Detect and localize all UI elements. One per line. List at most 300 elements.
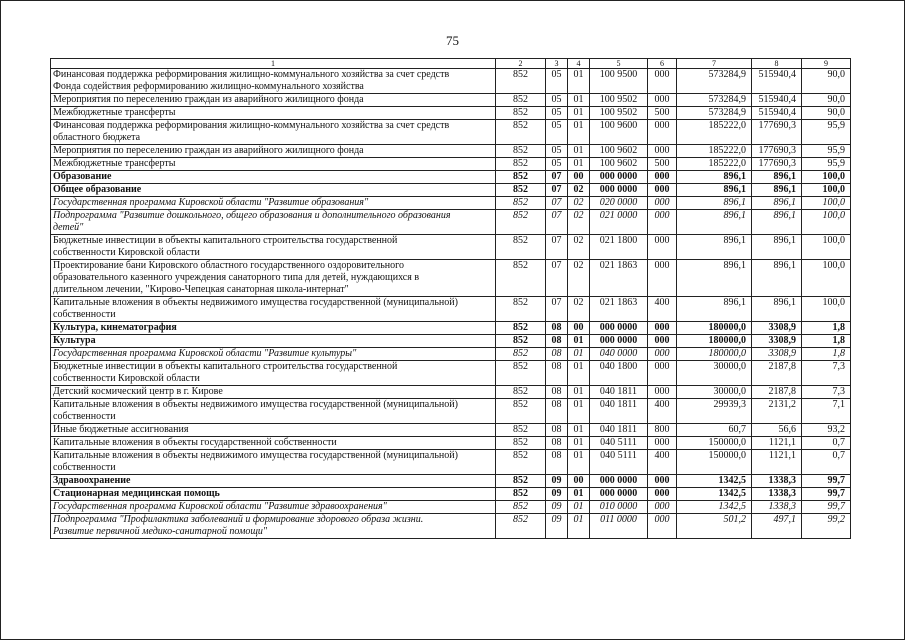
planned-amount-cell: 180000,0	[677, 348, 752, 361]
section-code-cell: 07	[546, 235, 568, 260]
item-name-cell	[51, 399, 496, 424]
item-name-line: образовательного казенного учреждения санаторного типа для детей, нуждающихся в	[53, 272, 420, 283]
target-article-cell: 021 0000	[590, 210, 648, 235]
table-row	[51, 260, 851, 297]
ministry-code-cell: 852	[496, 94, 546, 107]
expense-type-cell: 400	[648, 399, 677, 424]
ministry-code-cell: 852	[496, 171, 546, 184]
table-row	[51, 158, 851, 171]
column-number: 2	[496, 59, 546, 69]
ministry-code-cell: 852	[496, 386, 546, 399]
execution-percent-cell: 1,8	[802, 335, 851, 348]
ministry-code-cell: 852	[496, 107, 546, 120]
item-name-cell	[51, 120, 496, 145]
item-name-cell	[51, 437, 496, 450]
executed-amount-cell: 1121,1	[752, 437, 802, 450]
table-row	[51, 488, 851, 501]
expense-type-cell: 400	[648, 297, 677, 322]
expense-type-cell: 000	[648, 120, 677, 145]
item-name-cell	[51, 501, 496, 514]
executed-amount-cell: 1121,1	[752, 450, 802, 475]
expense-type-cell: 000	[648, 235, 677, 260]
item-name-cell	[51, 297, 496, 322]
ministry-code-cell: 852	[496, 424, 546, 437]
expense-type-cell: 000	[648, 210, 677, 235]
executed-amount-cell: 1338,3	[752, 475, 802, 488]
item-name-cell	[51, 335, 496, 348]
executed-amount-cell: 177690,3	[752, 145, 802, 158]
executed-amount-cell: 1338,3	[752, 501, 802, 514]
planned-amount-cell: 573284,9	[677, 94, 752, 107]
ministry-code-cell: 852	[496, 399, 546, 424]
execution-percent-cell: 1,8	[802, 322, 851, 335]
planned-amount-cell: 501,2	[677, 514, 752, 539]
target-article-cell: 000 0000	[590, 335, 648, 348]
execution-percent-cell: 7,3	[802, 386, 851, 399]
item-name-line: Подпрограмма "Развитие дошкольного, общего образования и дополнительного образования	[53, 210, 451, 221]
expense-type-cell: 500	[648, 158, 677, 171]
item-name-line: Капитальные вложения в объекты государственной собственности	[53, 437, 337, 448]
subsection-code-cell: 00	[568, 322, 590, 335]
table-row	[51, 171, 851, 184]
executed-amount-cell: 2131,2	[752, 399, 802, 424]
subsection-code-cell: 01	[568, 158, 590, 171]
item-name-line: Развитие первичной медико-санитарной помощи"	[53, 526, 268, 537]
subsection-code-cell: 02	[568, 297, 590, 322]
section-code-cell: 08	[546, 335, 568, 348]
planned-amount-cell: 185222,0	[677, 145, 752, 158]
expense-type-cell: 000	[648, 361, 677, 386]
execution-percent-cell: 100,0	[802, 235, 851, 260]
target-article-cell: 100 9502	[590, 107, 648, 120]
execution-percent-cell: 100,0	[802, 184, 851, 197]
table-row	[51, 120, 851, 145]
planned-amount-cell: 896,1	[677, 210, 752, 235]
ministry-code-cell: 852	[496, 501, 546, 514]
item-name-line: Детский космический центр в г. Кирове	[53, 386, 223, 397]
execution-percent-cell: 99,7	[802, 501, 851, 514]
table-row	[51, 361, 851, 386]
column-number: 1	[51, 59, 496, 69]
planned-amount-cell: 185222,0	[677, 120, 752, 145]
execution-percent-cell: 95,9	[802, 158, 851, 171]
table-row	[51, 475, 851, 488]
subsection-code-cell: 01	[568, 69, 590, 94]
executed-amount-cell: 515940,4	[752, 107, 802, 120]
expense-type-cell: 000	[648, 475, 677, 488]
executed-amount-cell: 177690,3	[752, 158, 802, 171]
expense-type-cell: 000	[648, 171, 677, 184]
section-code-cell: 05	[546, 120, 568, 145]
item-name-line: Государственная программа Кировской области "Развитие здравоохранения"	[53, 501, 387, 512]
target-article-cell: 040 0000	[590, 348, 648, 361]
item-name-cell	[51, 348, 496, 361]
execution-percent-cell: 99,2	[802, 514, 851, 539]
planned-amount-cell: 896,1	[677, 297, 752, 322]
executed-amount-cell: 56,6	[752, 424, 802, 437]
target-article-cell: 020 0000	[590, 197, 648, 210]
subsection-code-cell: 00	[568, 475, 590, 488]
item-name-cell	[51, 386, 496, 399]
subsection-code-cell: 01	[568, 399, 590, 424]
execution-percent-cell: 7,1	[802, 399, 851, 424]
column-number: 9	[802, 59, 851, 69]
execution-percent-cell: 100,0	[802, 210, 851, 235]
executed-amount-cell: 3308,9	[752, 348, 802, 361]
expense-type-cell: 000	[648, 94, 677, 107]
execution-percent-cell: 1,8	[802, 348, 851, 361]
item-name-line: Подпрограмма "Профилактика заболеваний и формирование здорового образа жизни.	[53, 514, 424, 525]
target-article-cell: 040 1811	[590, 424, 648, 437]
target-article-cell: 040 1811	[590, 399, 648, 424]
expense-type-cell: 000	[648, 488, 677, 501]
item-name-line: детей"	[53, 222, 84, 233]
planned-amount-cell: 896,1	[677, 171, 752, 184]
executed-amount-cell: 515940,4	[752, 69, 802, 94]
planned-amount-cell: 573284,9	[677, 107, 752, 120]
item-name-line: областного бюджета	[53, 132, 141, 143]
section-code-cell: 09	[546, 514, 568, 539]
planned-amount-cell: 896,1	[677, 184, 752, 197]
section-code-cell: 05	[546, 107, 568, 120]
executed-amount-cell: 896,1	[752, 197, 802, 210]
executed-amount-cell: 896,1	[752, 210, 802, 235]
item-name-cell	[51, 107, 496, 120]
target-article-cell: 040 1811	[590, 386, 648, 399]
expense-type-cell: 000	[648, 184, 677, 197]
executed-amount-cell: 896,1	[752, 171, 802, 184]
subsection-code-cell: 01	[568, 501, 590, 514]
target-article-cell: 010 0000	[590, 501, 648, 514]
expense-type-cell: 000	[648, 322, 677, 335]
subsection-code-cell: 01	[568, 348, 590, 361]
execution-percent-cell: 100,0	[802, 260, 851, 297]
execution-percent-cell: 100,0	[802, 171, 851, 184]
item-name-line: Межбюджетные трансферты	[53, 107, 176, 118]
planned-amount-cell: 60,7	[677, 424, 752, 437]
table-row	[51, 450, 851, 475]
ministry-code-cell: 852	[496, 197, 546, 210]
expense-type-cell: 000	[648, 386, 677, 399]
item-name-cell	[51, 322, 496, 335]
expense-type-cell: 000	[648, 335, 677, 348]
table-row	[51, 69, 851, 94]
item-name-cell	[51, 158, 496, 171]
ministry-code-cell: 852	[496, 348, 546, 361]
planned-amount-cell: 29939,3	[677, 399, 752, 424]
target-article-cell: 000 0000	[590, 184, 648, 197]
ministry-code-cell: 852	[496, 437, 546, 450]
planned-amount-cell: 150000,0	[677, 437, 752, 450]
section-code-cell: 08	[546, 399, 568, 424]
ministry-code-cell: 852	[496, 488, 546, 501]
executed-amount-cell: 2187,8	[752, 386, 802, 399]
item-name-cell	[51, 197, 496, 210]
section-code-cell: 05	[546, 158, 568, 171]
target-article-cell: 100 9602	[590, 145, 648, 158]
item-name-line: Фонда содействия реформированию жилищно-коммунального хозяйства	[53, 81, 364, 92]
column-number: 3	[546, 59, 568, 69]
item-name-cell	[51, 450, 496, 475]
section-code-cell: 05	[546, 145, 568, 158]
item-name-line: собственности	[53, 411, 116, 422]
item-name-cell	[51, 424, 496, 437]
target-article-cell: 000 0000	[590, 488, 648, 501]
table-row	[51, 501, 851, 514]
expense-type-cell: 000	[648, 197, 677, 210]
item-name-line: собственности	[53, 462, 116, 473]
table-row	[51, 297, 851, 322]
section-code-cell: 07	[546, 171, 568, 184]
table-row	[51, 437, 851, 450]
section-code-cell: 09	[546, 488, 568, 501]
target-article-cell: 021 1863	[590, 297, 648, 322]
ministry-code-cell: 852	[496, 514, 546, 539]
item-name-line: Проектирование бани Кировского областного государственного оздоровительного	[53, 260, 405, 271]
item-name-line: собственности	[53, 309, 116, 320]
item-name-line: Финансовая поддержка реформирования жилищно-коммунального хозяйства за счет средств	[53, 69, 450, 80]
execution-percent-cell: 99,7	[802, 488, 851, 501]
item-name-line: Государственная программа Кировской области "Развитие образования"	[53, 197, 369, 208]
executed-amount-cell: 497,1	[752, 514, 802, 539]
table-row	[51, 399, 851, 424]
item-name-cell	[51, 184, 496, 197]
ministry-code-cell: 852	[496, 322, 546, 335]
subsection-code-cell: 01	[568, 424, 590, 437]
executed-amount-cell: 896,1	[752, 184, 802, 197]
item-name-cell	[51, 94, 496, 107]
target-article-cell: 040 5111	[590, 450, 648, 475]
planned-amount-cell: 896,1	[677, 260, 752, 297]
ministry-code-cell: 852	[496, 475, 546, 488]
planned-amount-cell: 896,1	[677, 197, 752, 210]
column-number: 4	[568, 59, 590, 69]
page-number: 75	[446, 33, 459, 48]
executed-amount-cell: 3308,9	[752, 322, 802, 335]
table-row	[51, 184, 851, 197]
executed-amount-cell: 2187,8	[752, 361, 802, 386]
item-name-cell	[51, 475, 496, 488]
item-name-line: Капитальные вложения в объекты недвижимого имущества государственной (муниципальной)	[53, 399, 458, 410]
planned-amount-cell: 30000,0	[677, 386, 752, 399]
target-article-cell: 040 5111	[590, 437, 648, 450]
section-code-cell: 09	[546, 501, 568, 514]
expense-type-cell: 000	[648, 69, 677, 94]
execution-percent-cell: 95,9	[802, 120, 851, 145]
section-code-cell: 08	[546, 437, 568, 450]
ministry-code-cell: 852	[496, 184, 546, 197]
planned-amount-cell: 185222,0	[677, 158, 752, 171]
table-row	[51, 197, 851, 210]
subsection-code-cell: 01	[568, 386, 590, 399]
execution-percent-cell: 90,0	[802, 107, 851, 120]
section-code-cell: 07	[546, 197, 568, 210]
ministry-code-cell: 852	[496, 210, 546, 235]
planned-amount-cell: 896,1	[677, 235, 752, 260]
planned-amount-cell: 1342,5	[677, 488, 752, 501]
section-code-cell: 08	[546, 348, 568, 361]
table-row	[51, 210, 851, 235]
target-article-cell: 000 0000	[590, 171, 648, 184]
subsection-code-cell: 02	[568, 184, 590, 197]
execution-percent-cell: 100,0	[802, 297, 851, 322]
subsection-code-cell: 02	[568, 197, 590, 210]
item-name-line: Капитальные вложения в объекты недвижимого имущества государственной (муниципальной)	[53, 297, 458, 308]
expense-type-cell: 000	[648, 145, 677, 158]
item-name-line: Стационарная медицинская помощь	[53, 488, 220, 499]
target-article-cell: 040 1800	[590, 361, 648, 386]
executed-amount-cell: 515940,4	[752, 94, 802, 107]
budget-table	[50, 58, 851, 539]
table-row	[51, 235, 851, 260]
item-name-cell	[51, 235, 496, 260]
target-article-cell: 100 9600	[590, 120, 648, 145]
expense-type-cell: 000	[648, 348, 677, 361]
target-article-cell: 000 0000	[590, 322, 648, 335]
section-code-cell: 08	[546, 450, 568, 475]
table-row	[51, 322, 851, 335]
item-name-line: Финансовая поддержка реформирования жилищно-коммунального хозяйства за счет средств	[53, 120, 450, 131]
column-number: 6	[648, 59, 677, 69]
expense-type-cell: 400	[648, 450, 677, 475]
planned-amount-cell: 150000,0	[677, 450, 752, 475]
execution-percent-cell: 7,3	[802, 361, 851, 386]
ministry-code-cell: 852	[496, 158, 546, 171]
executed-amount-cell: 896,1	[752, 260, 802, 297]
section-code-cell: 05	[546, 94, 568, 107]
ministry-code-cell: 852	[496, 297, 546, 322]
planned-amount-cell: 1342,5	[677, 501, 752, 514]
item-name-cell	[51, 488, 496, 501]
column-number: 7	[677, 59, 752, 69]
item-name-line: Общее образование	[53, 184, 142, 195]
subsection-code-cell: 00	[568, 171, 590, 184]
executed-amount-cell: 177690,3	[752, 120, 802, 145]
target-article-cell: 100 9502	[590, 94, 648, 107]
column-number: 8	[752, 59, 802, 69]
section-code-cell: 05	[546, 69, 568, 94]
table-row	[51, 386, 851, 399]
expense-type-cell: 000	[648, 437, 677, 450]
item-name-cell	[51, 145, 496, 158]
subsection-code-cell: 01	[568, 145, 590, 158]
expense-type-cell: 000	[648, 260, 677, 297]
section-code-cell: 07	[546, 297, 568, 322]
subsection-code-cell: 01	[568, 120, 590, 145]
section-code-cell: 08	[546, 424, 568, 437]
item-name-line: Мероприятия по переселению граждан из аварийного жилищного фонда	[53, 94, 364, 105]
ministry-code-cell: 852	[496, 69, 546, 94]
item-name-line: Бюджетные инвестиции в объекты капитального строительства государственной	[53, 235, 398, 246]
item-name-cell	[51, 260, 496, 297]
planned-amount-cell: 1342,5	[677, 475, 752, 488]
item-name-cell	[51, 514, 496, 539]
ministry-code-cell: 852	[496, 145, 546, 158]
planned-amount-cell: 30000,0	[677, 361, 752, 386]
subsection-code-cell: 02	[568, 235, 590, 260]
item-name-line: Государственная программа Кировской области "Развитие культуры"	[53, 348, 357, 359]
ministry-code-cell: 852	[496, 235, 546, 260]
execution-percent-cell: 90,0	[802, 94, 851, 107]
planned-amount-cell: 180000,0	[677, 335, 752, 348]
item-name-line: Межбюджетные трансферты	[53, 158, 176, 169]
expense-type-cell: 000	[648, 514, 677, 539]
item-name-line: Здравоохранение	[53, 475, 131, 486]
execution-percent-cell: 0,7	[802, 450, 851, 475]
ministry-code-cell: 852	[496, 260, 546, 297]
executed-amount-cell: 896,1	[752, 297, 802, 322]
execution-percent-cell: 90,0	[802, 69, 851, 94]
subsection-code-cell: 01	[568, 94, 590, 107]
column-number: 5	[590, 59, 648, 69]
subsection-code-cell: 01	[568, 107, 590, 120]
target-article-cell: 100 9500	[590, 69, 648, 94]
executed-amount-cell: 1338,3	[752, 488, 802, 501]
table-row	[51, 514, 851, 539]
target-article-cell: 021 1863	[590, 260, 648, 297]
item-name-line: Мероприятия по переселению граждан из аварийного жилищного фонда	[53, 145, 364, 156]
section-code-cell: 07	[546, 260, 568, 297]
subsection-code-cell: 01	[568, 335, 590, 348]
executed-amount-cell: 896,1	[752, 235, 802, 260]
expense-type-cell: 000	[648, 501, 677, 514]
target-article-cell: 100 9602	[590, 158, 648, 171]
planned-amount-cell: 180000,0	[677, 322, 752, 335]
table-row	[51, 94, 851, 107]
item-name-line: собственности Кировской области	[53, 373, 200, 384]
ministry-code-cell: 852	[496, 450, 546, 475]
table-row	[51, 348, 851, 361]
item-name-line: Иные бюджетные ассигнования	[53, 424, 189, 435]
execution-percent-cell: 0,7	[802, 437, 851, 450]
execution-percent-cell: 95,9	[802, 145, 851, 158]
table-row	[51, 424, 851, 437]
section-code-cell: 07	[546, 184, 568, 197]
target-article-cell: 021 1800	[590, 235, 648, 260]
subsection-code-cell: 02	[568, 260, 590, 297]
executed-amount-cell: 3308,9	[752, 335, 802, 348]
item-name-line: длительном лечении, "Кирово-Чепецкая санаторная школа-интернат"	[53, 284, 349, 295]
execution-percent-cell: 93,2	[802, 424, 851, 437]
section-code-cell: 08	[546, 322, 568, 335]
subsection-code-cell: 01	[568, 488, 590, 501]
item-name-cell	[51, 210, 496, 235]
section-code-cell: 09	[546, 475, 568, 488]
section-code-cell: 07	[546, 210, 568, 235]
table-row	[51, 145, 851, 158]
item-name-line: Образование	[53, 171, 112, 182]
target-article-cell: 011 0000	[590, 514, 648, 539]
execution-percent-cell: 99,7	[802, 475, 851, 488]
item-name-cell	[51, 361, 496, 386]
item-name-line: Культура, кинематография	[53, 322, 177, 333]
ministry-code-cell: 852	[496, 120, 546, 145]
subsection-code-cell: 01	[568, 361, 590, 386]
expense-type-cell: 500	[648, 107, 677, 120]
subsection-code-cell: 02	[568, 210, 590, 235]
expense-type-cell: 800	[648, 424, 677, 437]
item-name-cell	[51, 69, 496, 94]
execution-percent-cell: 100,0	[802, 197, 851, 210]
subsection-code-cell: 01	[568, 450, 590, 475]
planned-amount-cell: 573284,9	[677, 69, 752, 94]
table-row	[51, 107, 851, 120]
section-code-cell: 08	[546, 386, 568, 399]
item-name-line: Культура	[53, 335, 96, 346]
subsection-code-cell: 01	[568, 437, 590, 450]
target-article-cell: 000 0000	[590, 475, 648, 488]
column-number-row	[51, 59, 851, 69]
